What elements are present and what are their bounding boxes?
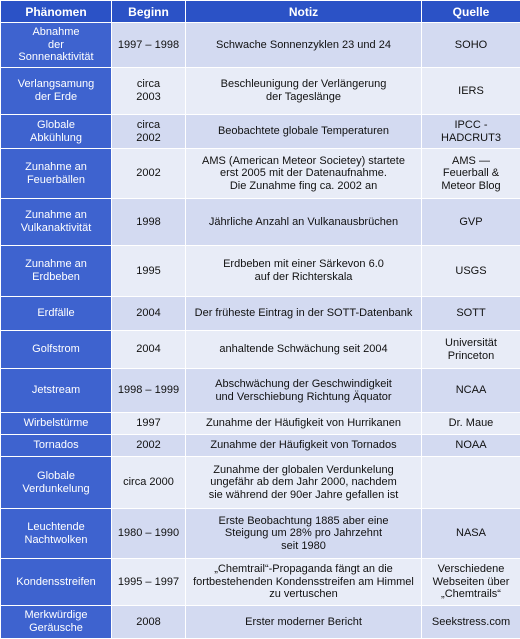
- start-cell: 1997 – 1998: [112, 23, 186, 68]
- table-row: [1, 115, 520, 149]
- table-row: [1, 199, 520, 246]
- table-row: [1, 68, 520, 115]
- start-cell: 2002: [112, 435, 186, 457]
- table-row: [1, 435, 520, 457]
- source-cell: Dr. Maue: [422, 413, 520, 435]
- start-cell: 2004: [112, 331, 186, 369]
- header-notiz: Notiz: [186, 1, 422, 23]
- start-cell: 1998: [112, 199, 186, 246]
- start-cell: 1980 – 1990: [112, 509, 186, 559]
- phenomenon-cell: Wirbelstürme: [1, 413, 112, 435]
- table-row: [1, 149, 520, 199]
- start-cell: 1997: [112, 413, 186, 435]
- source-cell: Verschiedene Webseiten über „Chemtrails“: [422, 559, 520, 606]
- phenomenon-cell: Zunahme an Erdbeben: [1, 246, 112, 297]
- source-cell: Seekstress.com: [422, 606, 520, 639]
- table-row: [1, 606, 520, 639]
- source-cell: AMS — Feuerball & Meteor Blog: [422, 149, 520, 199]
- table-row: [1, 23, 520, 68]
- phenomenon-cell: Kondensstreifen: [1, 559, 112, 606]
- note-cell: Erdbeben mit einer Särkevon 6.0 auf der Richterskala: [186, 246, 422, 297]
- note-cell: Zunahme der Häufigkeit von Tornados: [186, 435, 422, 457]
- phenomenon-cell: Zunahme an Vulkanaktivität: [1, 199, 112, 246]
- start-cell: 1995 – 1997: [112, 559, 186, 606]
- table-row: [1, 369, 520, 413]
- start-cell: 1998 – 1999: [112, 369, 186, 413]
- table-row: [1, 559, 520, 606]
- source-cell: NASA: [422, 509, 520, 559]
- header-row: [1, 1, 520, 23]
- source-cell: IERS: [422, 68, 520, 115]
- note-cell: Der früheste Eintrag in der SOTT-Datenbank: [186, 297, 422, 331]
- phenomenon-cell: Abnahme der Sonnenaktivität: [1, 23, 112, 68]
- phenomenon-cell: Leuchtende Nachtwolken: [1, 509, 112, 559]
- note-cell: Erster moderner Bericht: [186, 606, 422, 639]
- source-cell: NCAA: [422, 369, 520, 413]
- table-row: [1, 509, 520, 559]
- source-cell: [422, 457, 520, 509]
- table-row: [1, 246, 520, 297]
- source-cell: SOTT: [422, 297, 520, 331]
- table-row: [1, 457, 520, 509]
- header-beginn: Beginn: [112, 1, 186, 23]
- start-cell: 2002: [112, 149, 186, 199]
- phenomenon-cell: Tornados: [1, 435, 112, 457]
- table-row: [1, 331, 520, 369]
- source-cell: NOAA: [422, 435, 520, 457]
- note-cell: AMS (American Meteor Societey) startete erst 2005 mit der Datenaufnahme. Die Zunahme fing ca. 2002 an: [186, 149, 422, 199]
- phenomenon-cell: Erdfälle: [1, 297, 112, 331]
- source-cell: GVP: [422, 199, 520, 246]
- table-row: [1, 413, 520, 435]
- phenomenon-cell: Merkwürdige Geräusche: [1, 606, 112, 639]
- note-cell: Zunahme der globalen Verdunkelung ungefähr ab dem Jahr 2000, nachdem sie während der 90er Jahre gefallen ist: [186, 457, 422, 509]
- start-cell: 2008: [112, 606, 186, 639]
- source-cell: Universität Princeton: [422, 331, 520, 369]
- start-cell: circa 2002: [112, 115, 186, 149]
- source-cell: IPCC - HADCRUT3: [422, 115, 520, 149]
- note-cell: Schwache Sonnenzyklen 23 und 24: [186, 23, 422, 68]
- note-cell: Erste Beobachtung 1885 aber eine Steigung um 28% pro Jahrzehnt seit 1980: [186, 509, 422, 559]
- source-cell: USGS: [422, 246, 520, 297]
- phenomenon-cell: Jetstream: [1, 369, 112, 413]
- start-cell: 1995: [112, 246, 186, 297]
- note-cell: anhaltende Schwächung seit 2004: [186, 331, 422, 369]
- table-row: [1, 297, 520, 331]
- phenomenon-cell: Globale Verdunkelung: [1, 457, 112, 509]
- note-cell: Abschwächung der Geschwindigkeit und Verschiebung Richtung Äquator: [186, 369, 422, 413]
- note-cell: Zunahme der Häufigkeit von Hurrikanen: [186, 413, 422, 435]
- note-cell: Beschleunigung der Verlängerung der Tageslänge: [186, 68, 422, 115]
- start-cell: circa 2000: [112, 457, 186, 509]
- note-cell: Jährliche Anzahl an Vulkanausbrüchen: [186, 199, 422, 246]
- phenomenon-cell: Zunahme an Feuerbällen: [1, 149, 112, 199]
- phenomenon-cell: Globale Abkühlung: [1, 115, 112, 149]
- phenomenon-cell: Golfstrom: [1, 331, 112, 369]
- note-cell: „Chemtrail“-Propaganda fängt an die fortbestehenden Kondensstreifen am Himmel zu vertuschen: [186, 559, 422, 606]
- start-cell: circa 2003: [112, 68, 186, 115]
- header-quelle: Quelle: [422, 1, 520, 23]
- header-phaenomen: Phänomen: [1, 1, 112, 23]
- start-cell: 2004: [112, 297, 186, 331]
- source-cell: SOHO: [422, 23, 520, 68]
- note-cell: Beobachtete globale Temperaturen: [186, 115, 422, 149]
- phenomenon-cell: Verlangsamung der Erde: [1, 68, 112, 115]
